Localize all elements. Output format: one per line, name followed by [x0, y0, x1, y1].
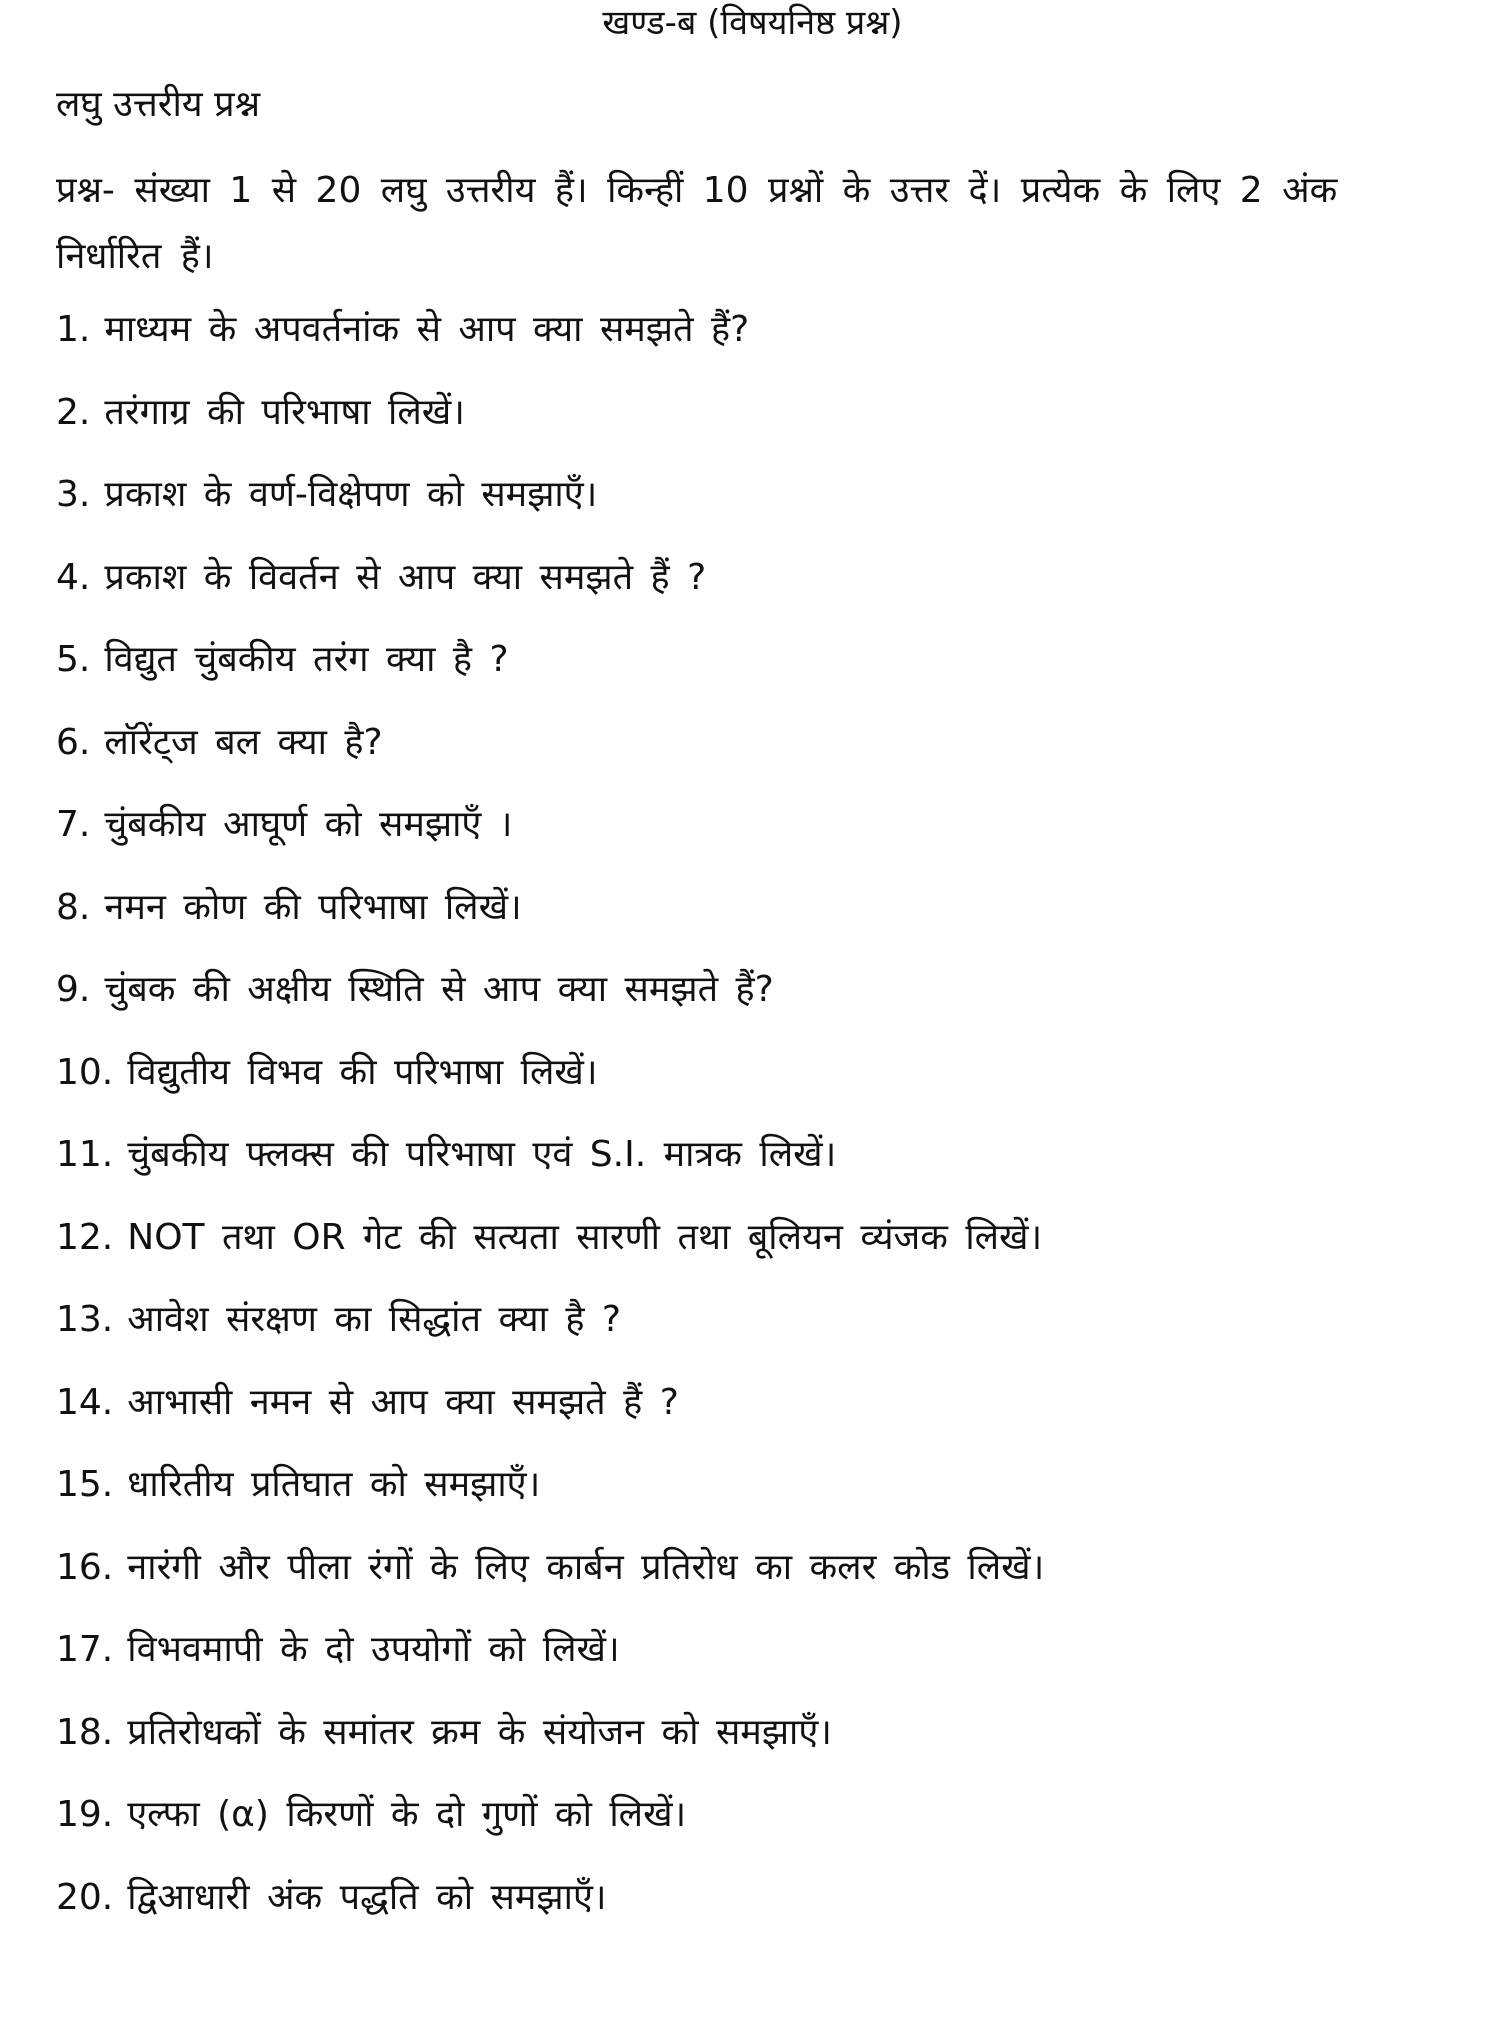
question-text: विद्युतीय विभव की परिभाषा लिखें।	[127, 1051, 598, 1093]
question-number: 17.	[56, 1629, 114, 1670]
question-item	[56, 630, 1456, 713]
question-text: प्रकाश के वर्ण-विक्षेपण को समझाएँ।	[104, 474, 598, 515]
question-item	[56, 1703, 1456, 1786]
question-text: लॉरेंट्ज बल क्या है?	[104, 721, 383, 763]
question-text: चुंबक की अक्षीय स्थिति से आप क्या समझते हैं?	[104, 969, 774, 1010]
question-text: चुंबकीय फ्लक्स की परिभाषा एवं S.I. मात्रक लिखें।	[127, 1134, 837, 1175]
question-text: प्रतिरोधकों के समांतर क्रम के संयोजन को समझाएँ।	[127, 1711, 832, 1753]
question-item	[56, 795, 1456, 878]
question-text: नारंगी और पीला रंगों के लिए कार्बन प्रतिरोध का कलर कोड लिखें।	[127, 1546, 1045, 1588]
question-text: माध्यम के अपवर्तनांक से आप क्या समझते हैं?	[104, 309, 750, 350]
question-number: 11.	[56, 1134, 114, 1175]
question-item	[56, 1538, 1456, 1621]
question-item	[56, 1785, 1456, 1868]
question-number: 15.	[56, 1464, 114, 1505]
question-item	[56, 383, 1456, 466]
question-item	[56, 713, 1456, 796]
question-item	[56, 1868, 1456, 1951]
question-item	[56, 300, 1456, 383]
question-text: द्विआधारी अंक पद्धति को समझाएँ।	[127, 1876, 607, 1918]
question-item	[56, 878, 1456, 961]
question-list	[56, 300, 1456, 1950]
question-number: 2.	[56, 391, 91, 433]
question-text: NOT तथा OR गेट की सत्यता सारणी तथा बूलियन व्यंजक लिखें।	[127, 1216, 1043, 1258]
question-number: 12.	[56, 1216, 114, 1258]
question-number: 7.	[56, 804, 91, 845]
question-number: 19.	[56, 1794, 114, 1835]
question-number: 1.	[56, 309, 91, 350]
question-text: धारितीय प्रतिघात को समझाएँ।	[127, 1464, 541, 1505]
question-item	[56, 1043, 1456, 1126]
question-item	[56, 1620, 1456, 1703]
question-number: 5.	[56, 639, 91, 680]
instructions-text: प्रश्न- संख्या 1 से 20 लघु उत्तरीय हैं। किन्हीं 10 प्रश्नों के उत्तर दें। प्रत्येक के लिए 2 अंक निर्धारित हैं।	[56, 170, 1338, 277]
question-text: आभासी नमन से आप क्या समझते हैं ?	[127, 1381, 679, 1423]
question-number: 20.	[56, 1876, 114, 1918]
question-number: 10.	[56, 1051, 114, 1093]
question-item	[56, 960, 1456, 1043]
question-item	[56, 548, 1456, 631]
section-subheading: लघु उत्तरीय प्रश्न	[56, 84, 261, 125]
question-item	[56, 1125, 1456, 1208]
section-title: खण्ड-ब (विषयनिष्ठ प्रश्न)	[602, 3, 903, 43]
question-number: 4.	[56, 556, 91, 598]
question-text: आवेश संरक्षण का सिद्धांत क्या है ?	[127, 1299, 622, 1340]
question-text: प्रकाश के विवर्तन से आप क्या समझते हैं ?	[104, 556, 707, 598]
question-item	[56, 1373, 1456, 1456]
question-number: 13.	[56, 1299, 114, 1340]
question-number: 18.	[56, 1711, 114, 1753]
question-item	[56, 1290, 1456, 1373]
question-text: तरंगाग्र की परिभाषा लिखें।	[104, 391, 465, 433]
question-number: 16.	[56, 1546, 114, 1588]
question-number: 6.	[56, 721, 91, 763]
question-item	[56, 465, 1456, 548]
question-number: 3.	[56, 474, 91, 515]
question-text: नमन कोण की परिभाषा लिखें।	[104, 886, 522, 928]
question-text: एल्फा (α) किरणों के दो गुणों को लिखें।	[127, 1794, 687, 1835]
question-text: विद्युत चुंबकीय तरंग क्या है ?	[104, 639, 509, 680]
question-number: 14.	[56, 1381, 114, 1423]
question-number: 8.	[56, 886, 91, 928]
question-text: चुंबकीय आघूर्ण को समझाएँ ।	[104, 804, 513, 845]
question-number: 9.	[56, 969, 91, 1010]
question-text: विभवमापी के दो उपयोगों को लिखें।	[127, 1629, 620, 1670]
question-item	[56, 1208, 1456, 1291]
question-item	[56, 1455, 1456, 1538]
